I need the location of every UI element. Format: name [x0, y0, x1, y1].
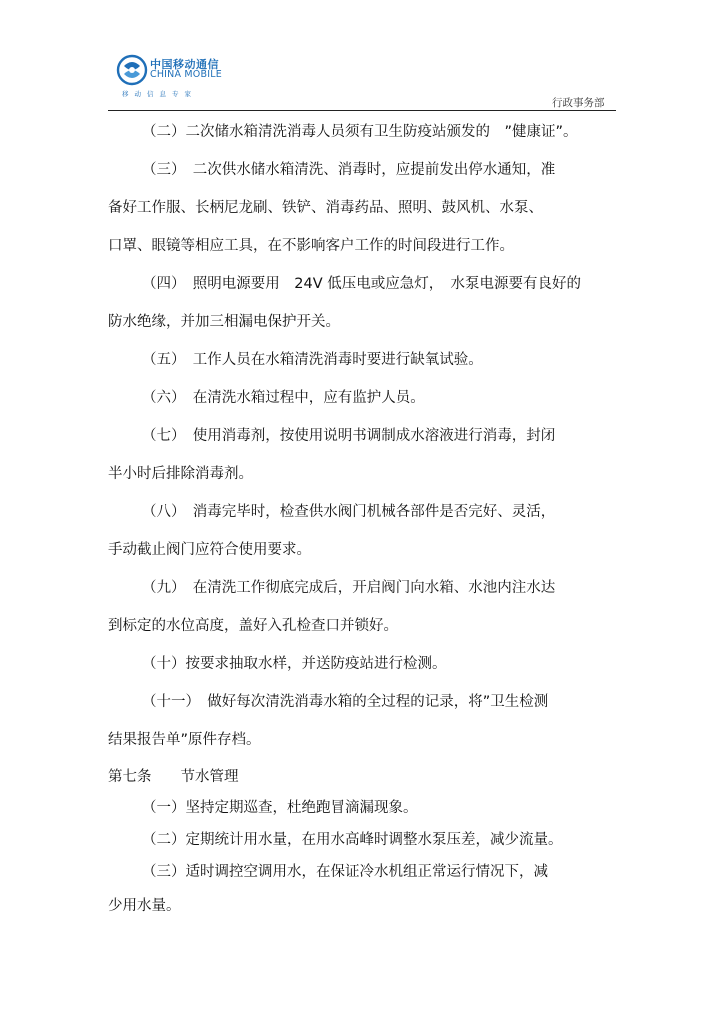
paragraph-9-line-2: 到标定的水位高度，盖好入孔检查口并锁好。 — [108, 618, 398, 634]
article-7-item-2: （二）定期统计用水量，在用水高峰时调整水泵压差，减少流量。 — [142, 832, 563, 848]
paragraph-3-line-1: （三） 二次供水储水箱清洗、消毒时，应提前发出停水通知，准 — [142, 162, 556, 178]
paragraph-10: （十）按要求抽取水样，并送防疫站进行检测。 — [142, 656, 447, 672]
page-header — [0, 0, 724, 115]
article-7-item-1: （一）坚持定期巡查，杜绝跑冒滴漏现象。 — [142, 800, 418, 816]
header-divider — [108, 110, 616, 111]
department-label: 行政事务部 — [552, 97, 605, 109]
paragraph-11-line-2: 结果报告单”原件存档。 — [108, 732, 261, 748]
paragraph-3-line-2: 备好工作服、长柄尼龙刷、铁铲、消毒药品、照明、鼓风机、水泵、 — [108, 200, 543, 216]
paragraph-4-line-1: （四） 照明电源要用 24V 低压电或应急灯， 水泵电源要有良好的 — [142, 276, 581, 292]
paragraph-5: （五） 工作人员在水箱清洗消毒时要进行缺氧试验。 — [142, 352, 483, 368]
paragraph-4-line-2: 防水绝缘，并加三相漏电保护开关。 — [108, 314, 340, 330]
article-7-item-3-line-1: （三）适时调控空调用水，在保证冷水机组正常运行情况下，减 — [142, 864, 548, 880]
paragraph-3-line-3: 口罩、眼镜等相应工具，在不影响客户工作的时间段进行工作。 — [108, 238, 514, 254]
article-7-item-3-line-2: 少用水量。 — [108, 898, 181, 914]
logo-chinese-text: 中国移动通信 — [150, 58, 219, 71]
logo-slogan: 移动信息专家 — [122, 90, 197, 98]
china-mobile-logo-icon — [116, 54, 148, 86]
paragraph-9-line-1: （九） 在清洗工作彻底完成后，开启阀门向水箱、水池内注水达 — [142, 580, 556, 596]
paragraph-8-line-2: 手动截止阀门应符合使用要求。 — [108, 542, 311, 558]
paragraph-6: （六） 在清洗水箱过程中，应有监护人员。 — [142, 390, 425, 406]
paragraph-7-line-1: （七） 使用消毒剂，按使用说明书调制成水溶液进行消毒，封闭 — [142, 428, 556, 444]
paragraph-2: （二）二次储水箱清洗消毒人员须有卫生防疫站颁发的 ”健康证”。 — [142, 124, 578, 140]
paragraph-8-line-1: （八） 消毒完毕时，检查供水阀门机械各部件是否完好、灵活， — [142, 504, 556, 520]
logo-english-text: CHINA MOBILE — [150, 69, 222, 80]
paragraph-7-line-2: 半小时后排除消毒剂。 — [108, 466, 253, 482]
article-7-heading: 第七条 节水管理 — [108, 769, 239, 785]
china-mobile-logo — [116, 54, 256, 98]
paragraph-11-line-1: （十一） 做好每次清洗消毒水箱的全过程的记录，将”卫生检测 — [142, 694, 549, 710]
